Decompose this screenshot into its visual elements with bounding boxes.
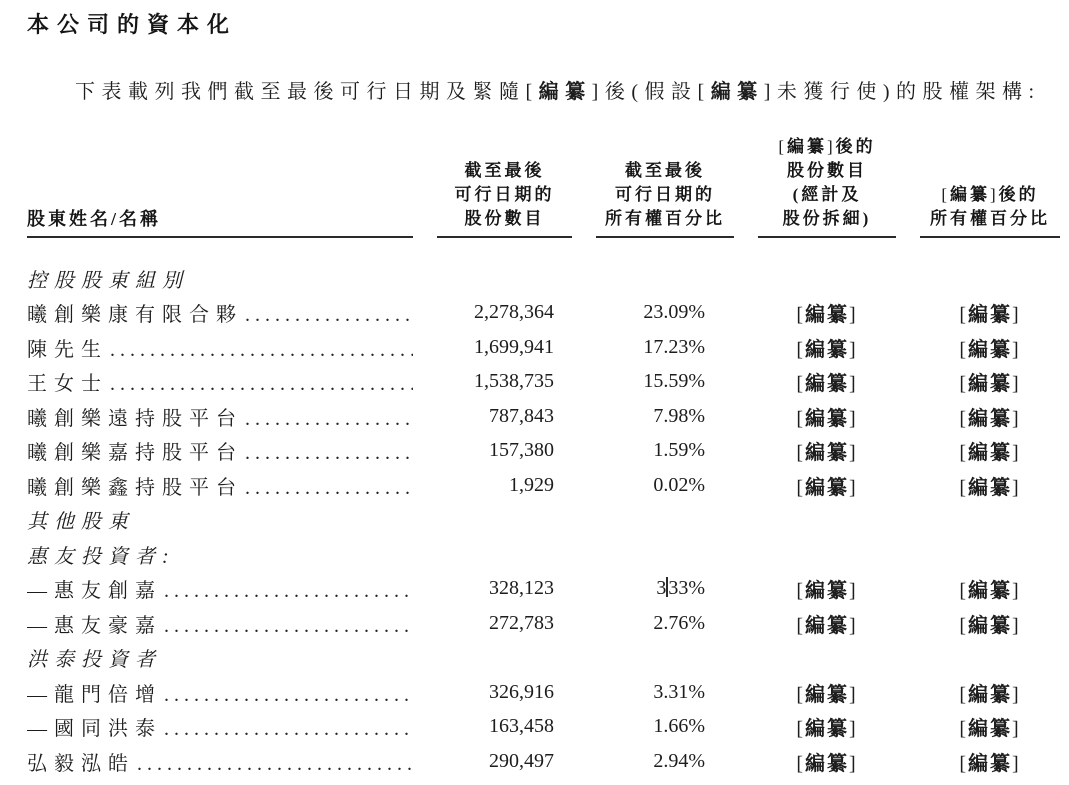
section-row [27, 641, 1064, 676]
section-label: 其他股東 [27, 511, 135, 534]
post-pct-redacted: [編纂] [959, 683, 1021, 706]
shares-value: 1,929 [509, 473, 554, 496]
table-header [27, 135, 1064, 238]
cursor-artifact [666, 577, 668, 597]
shareholder-name [27, 402, 413, 431]
table-row [27, 296, 1064, 331]
table-row [27, 675, 1064, 710]
post-pct-redacted: [編纂] [959, 442, 1021, 465]
shareholder-name-text: 曦創樂康有限合夥 [27, 304, 243, 327]
post-shares-redacted: [編纂] [796, 373, 858, 396]
header-line: 股份數目 [464, 209, 545, 228]
shareholder-name-text: 陳先生 [27, 338, 108, 361]
post-pct-redacted: [編纂] [959, 338, 1021, 361]
dot-leader [245, 408, 413, 431]
col-header-pct-post [920, 183, 1060, 238]
post-shares-redacted: [編纂] [796, 407, 858, 430]
shares-value: 157,380 [489, 439, 554, 462]
header-line: (經計及 [792, 185, 862, 204]
post-pct-redacted: [編纂] [959, 718, 1021, 741]
shares-value: 1,538,735 [474, 370, 554, 393]
post-pct-redacted: [編纂] [959, 476, 1021, 499]
dot-leader [137, 753, 413, 776]
post-pct-redacted: [編纂] [959, 304, 1021, 327]
ownership-pct: 1.59% [653, 439, 705, 462]
post-shares-redacted: [編纂] [796, 580, 858, 603]
section-row [27, 503, 1064, 538]
ownership-pct: 15.59% [643, 370, 705, 393]
header-line: 截至最後 [625, 161, 705, 180]
shareholder-name [27, 609, 413, 638]
ownership-pct: 0.02% [653, 473, 705, 496]
section-row [27, 537, 1064, 572]
section-row [27, 261, 1064, 296]
ownership-pct: 17.23% [643, 335, 705, 358]
shareholder-name [27, 678, 413, 707]
shareholder-name [27, 298, 413, 327]
section-label: 惠友投資者: [27, 545, 176, 568]
col-header-shares-post [758, 135, 896, 238]
shares-value: 787,843 [489, 404, 554, 427]
shareholder-name-text: 王女士 [27, 373, 108, 396]
post-shares-redacted: [編纂] [796, 338, 858, 361]
dot-leader [245, 442, 413, 465]
shareholder-name [27, 747, 413, 776]
post-pct-redacted: [編纂] [959, 752, 1021, 775]
shareholder-name [27, 471, 413, 500]
header-line: 股份拆細) [782, 209, 872, 228]
shares-value: 2,278,364 [474, 301, 554, 324]
table-row [27, 434, 1064, 469]
shareholder-name-text: —惠友豪嘉 [27, 614, 162, 637]
shareholder-name-text: 弘毅泓皓 [27, 752, 135, 775]
table-row [27, 365, 1064, 400]
ownership-pct: 3.31% [653, 680, 705, 703]
shareholder-name-text: 曦創樂鑫持股平台 [27, 476, 243, 499]
shares-value: 326,916 [489, 680, 554, 703]
dot-leader [164, 718, 413, 741]
post-shares-redacted: [編纂] [796, 752, 858, 775]
shareholder-name-text: 曦創樂遠持股平台 [27, 407, 243, 430]
table-row [27, 572, 1064, 607]
page-title: 本公司的資本化 [27, 12, 238, 37]
ownership-pct: 7.98% [653, 404, 705, 427]
shareholder-name [27, 333, 413, 362]
capitalization-table [27, 135, 1064, 779]
shareholder-name-text: —龍門倍增 [27, 683, 162, 706]
dot-leader [110, 373, 413, 396]
col-header-shareholder: 股東姓名/名稱 [27, 207, 413, 238]
post-shares-redacted: [編纂] [796, 476, 858, 499]
shareholder-name [27, 367, 413, 396]
dot-leader [245, 304, 413, 327]
post-shares-redacted: [編纂] [796, 442, 858, 465]
table-row [27, 468, 1064, 503]
shareholder-name [27, 574, 413, 603]
post-shares-redacted: [編纂] [796, 614, 858, 637]
table-row [27, 330, 1064, 365]
section-label: 控股股東組別 [27, 269, 189, 292]
table-row [27, 744, 1064, 779]
header-line: 可行日期的 [454, 185, 555, 204]
shares-value: 272,783 [489, 611, 554, 634]
header-line: [編纂]後的 [778, 137, 876, 156]
ownership-pct: 23.09% [643, 301, 705, 324]
shareholder-name [27, 712, 413, 741]
section-label: 洪泰投資者 [27, 649, 162, 672]
shares-value: 163,458 [489, 715, 554, 738]
shares-value: 290,497 [489, 749, 554, 772]
ownership-pct: 1.66% [653, 715, 705, 738]
header-line: 所有權百分比 [930, 209, 1050, 228]
ownership-pct: 2.76% [653, 611, 705, 634]
post-shares-redacted: [編纂] [796, 304, 858, 327]
table-body [27, 238, 1064, 779]
intro-paragraph: 下表載列我們截至最後可行日期及緊隨[編纂]後(假設[編纂]未獲行使)的股權架構: [75, 81, 1041, 103]
col-header-pct-latest [596, 159, 734, 238]
table-row [27, 606, 1064, 641]
post-pct-redacted: [編纂] [959, 580, 1021, 603]
header-line: 截至最後 [464, 161, 545, 180]
table-row [27, 399, 1064, 434]
dot-leader [164, 580, 413, 603]
post-pct-redacted: [編纂] [959, 614, 1021, 637]
post-pct-redacted: [編纂] [959, 407, 1021, 430]
post-shares-redacted: [編纂] [796, 683, 858, 706]
shares-value: 1,699,941 [474, 335, 554, 358]
post-shares-redacted: [編纂] [796, 718, 858, 741]
shareholder-name-text: —惠友創嘉 [27, 580, 162, 603]
shareholder-name-text: 曦創樂嘉持股平台 [27, 442, 243, 465]
header-line: 可行日期的 [615, 185, 715, 204]
dot-leader [110, 339, 413, 362]
ownership-pct: 3 33% [656, 577, 705, 600]
ownership-pct: 2.94% [653, 749, 705, 772]
table-row [27, 710, 1064, 745]
dot-leader [164, 615, 413, 638]
dot-leader [245, 477, 413, 500]
header-line: [編纂]後的 [941, 185, 1039, 204]
header-line: 所有權百分比 [605, 209, 725, 228]
header-line: 股份數目 [787, 161, 867, 180]
dot-leader [164, 684, 413, 707]
post-pct-redacted: [編纂] [959, 373, 1021, 396]
shareholder-name [27, 436, 413, 465]
shares-value: 328,123 [489, 577, 554, 600]
col-header-shares-latest [437, 159, 572, 238]
shareholder-name-text: —國同洪泰 [27, 718, 162, 741]
